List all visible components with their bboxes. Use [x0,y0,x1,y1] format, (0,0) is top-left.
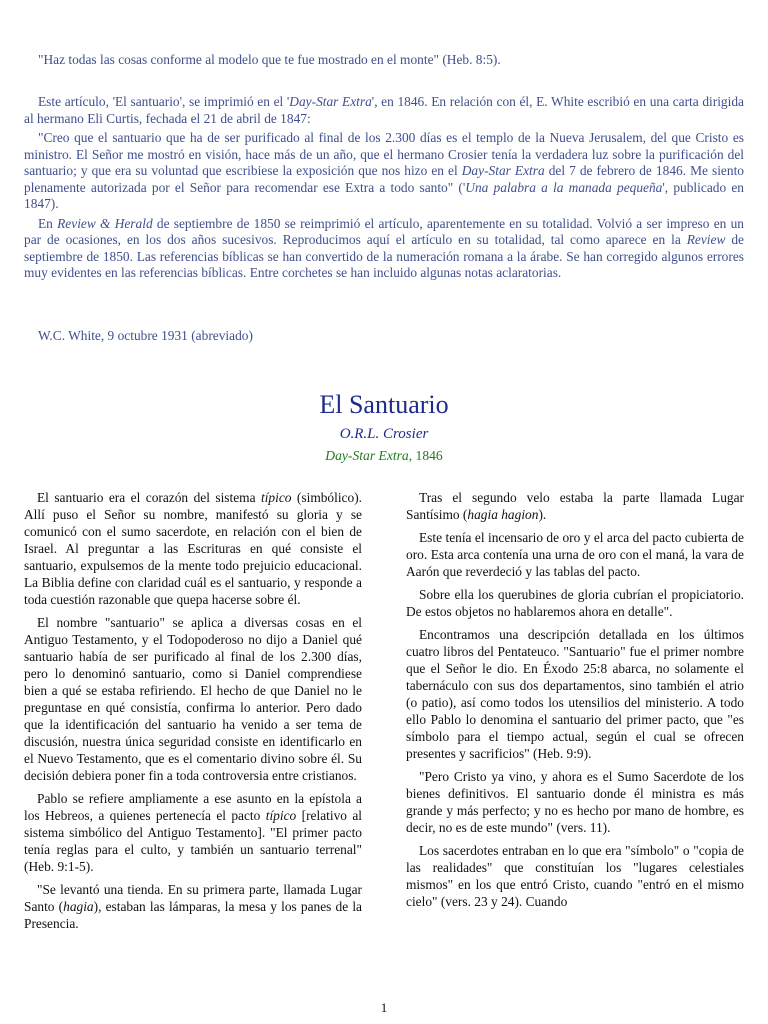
article-title: El Santuario [319,390,449,419]
left-column [24,489,362,938]
article-author: O.R.L. Crosier [339,426,429,442]
right-paragraph-2: Este tenía el incensario de oro y el arca del pacto cubierta de oro. Esta arca contenía una urna de oro con el maná, la vara de Aarón que reverdeció y las tablas del pacto. [406,530,744,579]
introduction [24,94,744,282]
right-paragraph-5: "Pero Cristo ya vino, y ahora es el Sumo Sacerdote de los bienes definitivos. El santuario donde él ministra es más grande y más perfecto; y no es hecho por mano de hombre, es decir, no es de este mundo" (vers. 11). [406,769,744,835]
right-paragraph-4: Encontramos una descripción detallada en los últimos cuatro libros del Pentateuco. "Santuario" fue el primer nombre que el Señor le dio. En Éxodo 25:8 abarca, no solamente el tabernáculo con sus dos departamentos, sino también el atrio (o patio), así como todos los utensilios del ministerio. A todo ello Pablo lo denomina el santuario del primer pacto, que "es símbolo para el tiempo actual, según el cual se ofrecen presentes y sacrificios" (Heb. 9:9). [406,627,744,761]
intro-paragraph-1: Este artículo, 'El santuario', se imprimió en el 'Day-Star Extra', en 1846. En relación con él, E. White escribió en una carta dirigida al hermano Eli Curtis, fechada el 21 de abril de 1847: [24,94,744,126]
intro-paragraph-3: En Review & Herald de septiembre de 1850 se reimprimió el artículo, aparentemente en su totalidad. Volvió a ser impreso en un par de ocasiones, en los dos años sucesivos. Reproducimos aquí el artículo en su totalidad, tal como aparece en la Review de septiembre de 1850. Las referencias bíblicas se han convertido de la numeración romana a la árabe. Se han corregido algunos errores muy evidentes en las referencias bíblicas. Entre corchetes se han incluido algunas notas aclaratorias. [24,215,744,280]
left-paragraph-1: El santuario era el corazón del sistema típico (simbólico). Allí puso el Señor su nombre, manifestó su gloria y se comunicó con el sumo sacerdote, en relación con el bien de Israel. Al preguntar a las Escrituras en qué consiste el santuario, expulsemos de la mente todo prejuicio educacional. La Biblia define con claridad cuál es el santuario, y responde a toda cuestión razonable que quepa hacerse sobre él. [24,490,363,607]
epigraph [24,52,744,69]
page-number: 1 [380,1000,388,1015]
epigraph-text: "Haz todas las cosas conforme al modelo que te fue mostrado en el monte" (Heb. 8:5). [38,52,501,67]
left-paragraph-3: Pablo se refiere ampliamente a ese asunto en la epístola a los Hebreos, a quienes pertenecía el pacto típico [relativo al sistema simbólico del Antiguo Testamento]. "El primer pacto tenía reglas para el culto, y también un santuario terrenal" (Heb. 9:1-5). [24,791,363,874]
signature-text: W.C. White, 9 octubre 1931 (abreviado) [38,328,253,343]
left-paragraph-2: El nombre "santuario" se aplica a diversas cosas en el Antiguo Testamento, y el Todopoderoso no dijo a Daniel qué santuario había de ser purificado al final de los 2.300 días, pero lo denominó santuario, como si Daniel comprendiese bien a qué se estaba refiriendo. El hecho de que Daniel no le preguntase en qué consistía, confirma lo anterior. Pero dado que la identificación del santuario ha venido a ser tema de discusión, nuestra única seguridad consiste en identificarlo en el Nuevo Testamento, que es el comentario divino sobre él. Su decisión debiera poner fin a toda controversia entre cristianos. [24,615,362,783]
right-paragraph-6: Los sacerdotes entraban en lo que era "símbolo" o "copia de las realidades" que constituían los "lugares celestiales mismos" en los que entró Cristo, cuando "entró en el mismo cielo" (vers. 23 y 24). Cuando [406,843,744,909]
right-column [406,489,744,916]
article-source: Day-Star Extra, 1846 [325,448,443,463]
intro-paragraph-2: "Creo que el santuario que ha de ser purificado al final de los 2.300 días es el templo de la Nueva Jerusalem, del que Cristo es ministro. El Señor me mostró en visión, hace más de un año, que el hermano Crosier tenía la verdadera luz sobre la purificación del santuario; y que era su voluntad que escribiese la exposición que nos hizo en el Day-Star Extra del 7 de febrero de 1846. Me siento plenamente autorizada por el Señor para recomendar ese Extra a todo santo" ('Una palabra a la manada pequeña', publicado en 1847). [24,130,744,211]
intro-signature [24,328,744,345]
right-paragraph-3: Sobre ella los querubines de gloria cubrían el propiciatorio. De estos objetos no hablaremos ahora en detalle". [406,587,744,619]
left-paragraph-4: "Se levantó una tienda. En su primera parte, llamada Lugar Santo (hagia), estaban las lámparas, la mesa y los panes de la Presencia. [24,882,363,931]
right-paragraph-1: Tras el segundo velo estaba la parte llamada Lugar Santísimo (hagia hagion). [406,490,744,522]
